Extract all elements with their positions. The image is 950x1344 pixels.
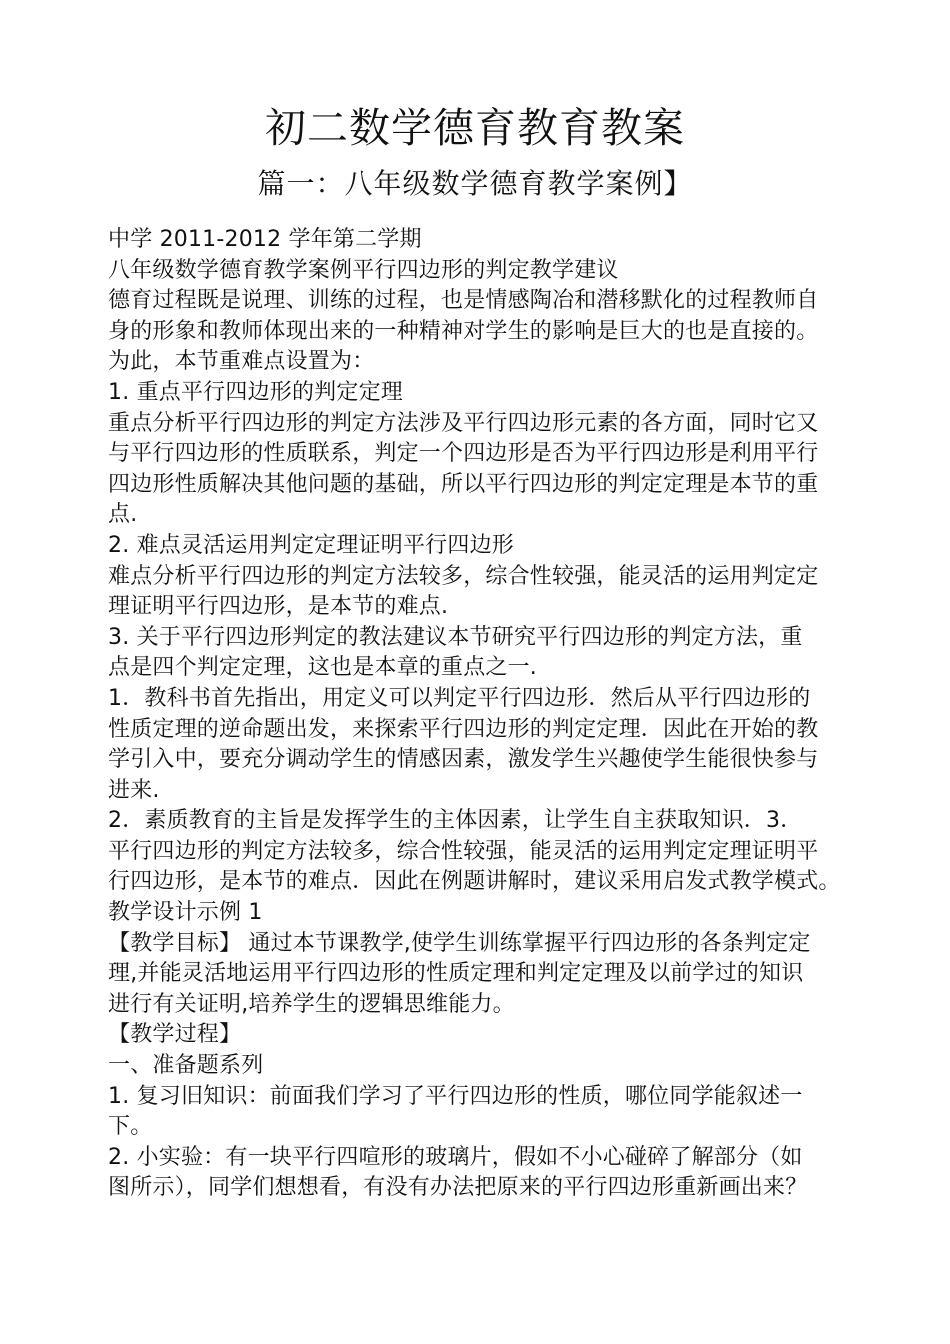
text-line: 为此，本节重难点设置为：	[108, 349, 375, 375]
text-line: 1．教科书首先指出，用定义可以判定平行四边形．然后从平行四边形的	[108, 685, 811, 711]
text-line: 点是四个判定定理，这也是本章的重点之一.	[108, 655, 537, 681]
text-line: 点.	[108, 502, 138, 528]
document-body	[108, 225, 888, 1204]
text-line: 1. 复习旧知识：前面我们学习了平行四边形的性质，哪位同学能叙述一	[108, 1083, 803, 1109]
text-line: 1. 重点平行四边形的判定定理	[108, 379, 403, 405]
text-line: 学引入中，要充分调动学生的情感因素，激发学生兴趣使学生能很快参与	[108, 747, 819, 773]
text-line: 德育过程既是说理、训练的过程，也是情感陶冶和潜移默化的过程教师自	[108, 288, 819, 314]
text-line: 进来.	[108, 777, 160, 803]
text-line: 身的形象和教师体现出来的一种精神对学生的影响是巨大的也是直接的。	[108, 318, 819, 344]
text-line: 八年级数学德育教学案例平行四边形的判定教学建议	[108, 257, 619, 283]
text-line: 性质定理的逆命题出发，来探索平行四边形的判定定理．因此在开始的教	[108, 716, 819, 742]
document-subtitle: 篇一：八年级数学德育教学案例】	[257, 167, 693, 200]
text-line: 四边形性质解决其他问题的基础，所以平行四边形的判定定理是本节的重	[108, 471, 819, 497]
text-line: 图所示），同学们想想看，有没有办法把原来的平行四边形重新画出来？	[108, 1175, 808, 1201]
text-line: 下。	[108, 1114, 153, 1140]
document-title: 初二数学德育教育教案	[265, 104, 685, 152]
text-line: 2．素质教育的主旨是发挥学生的主体因素，让学生自主获取知识．3．	[108, 808, 803, 834]
text-line: 理证明平行四边形，是本节的难点.	[108, 594, 449, 620]
text-line: 2. 小实验：有一块平行四喧形的玻璃片，假如不小心碰碎了解部分（如	[108, 1144, 803, 1170]
text-line: 2. 难点灵活运用判定定理证明平行四边形	[108, 532, 514, 558]
text-line: 【教学目标】 通过本节课教学,使学生训练掌握平行四边形的各条判定定	[108, 930, 811, 956]
text-line: 教学设计示例 1	[108, 900, 263, 926]
text-line: 行四边形，是本节的难点．因此在例题讲解时，建议采用启发式教学模式。	[108, 869, 841, 895]
text-line: 难点分析平行四边形的判定方法较多，综合性较强，能灵活的运用判定定	[108, 563, 819, 589]
text-line: 理,并能灵活地运用平行四边形的性质定理和判定定理及以前学过的知识	[108, 961, 804, 987]
text-line: 一、准备题系列	[108, 1053, 264, 1079]
text-line: 重点分析平行四边形的判定方法涉及平行四边形元素的各方面，同时它又	[108, 410, 819, 436]
text-line: 【教学过程】	[108, 1022, 242, 1048]
text-line: 与平行四边形的性质联系，判定一个四边形是否为平行四边形是利用平行	[108, 441, 819, 467]
text-line: 3. 关于平行四边形判定的教法建议本节研究平行四边形的判定方法，重	[108, 624, 803, 650]
text-line: 平行四边形的判定方法较多，综合性较强，能灵活的运用判定定理证明平	[108, 838, 819, 864]
text-line: 中学 2011-2012 学年第二学期	[108, 227, 422, 252]
text-line: 进行有关证明,培养学生的逻辑思维能力。	[108, 991, 515, 1017]
